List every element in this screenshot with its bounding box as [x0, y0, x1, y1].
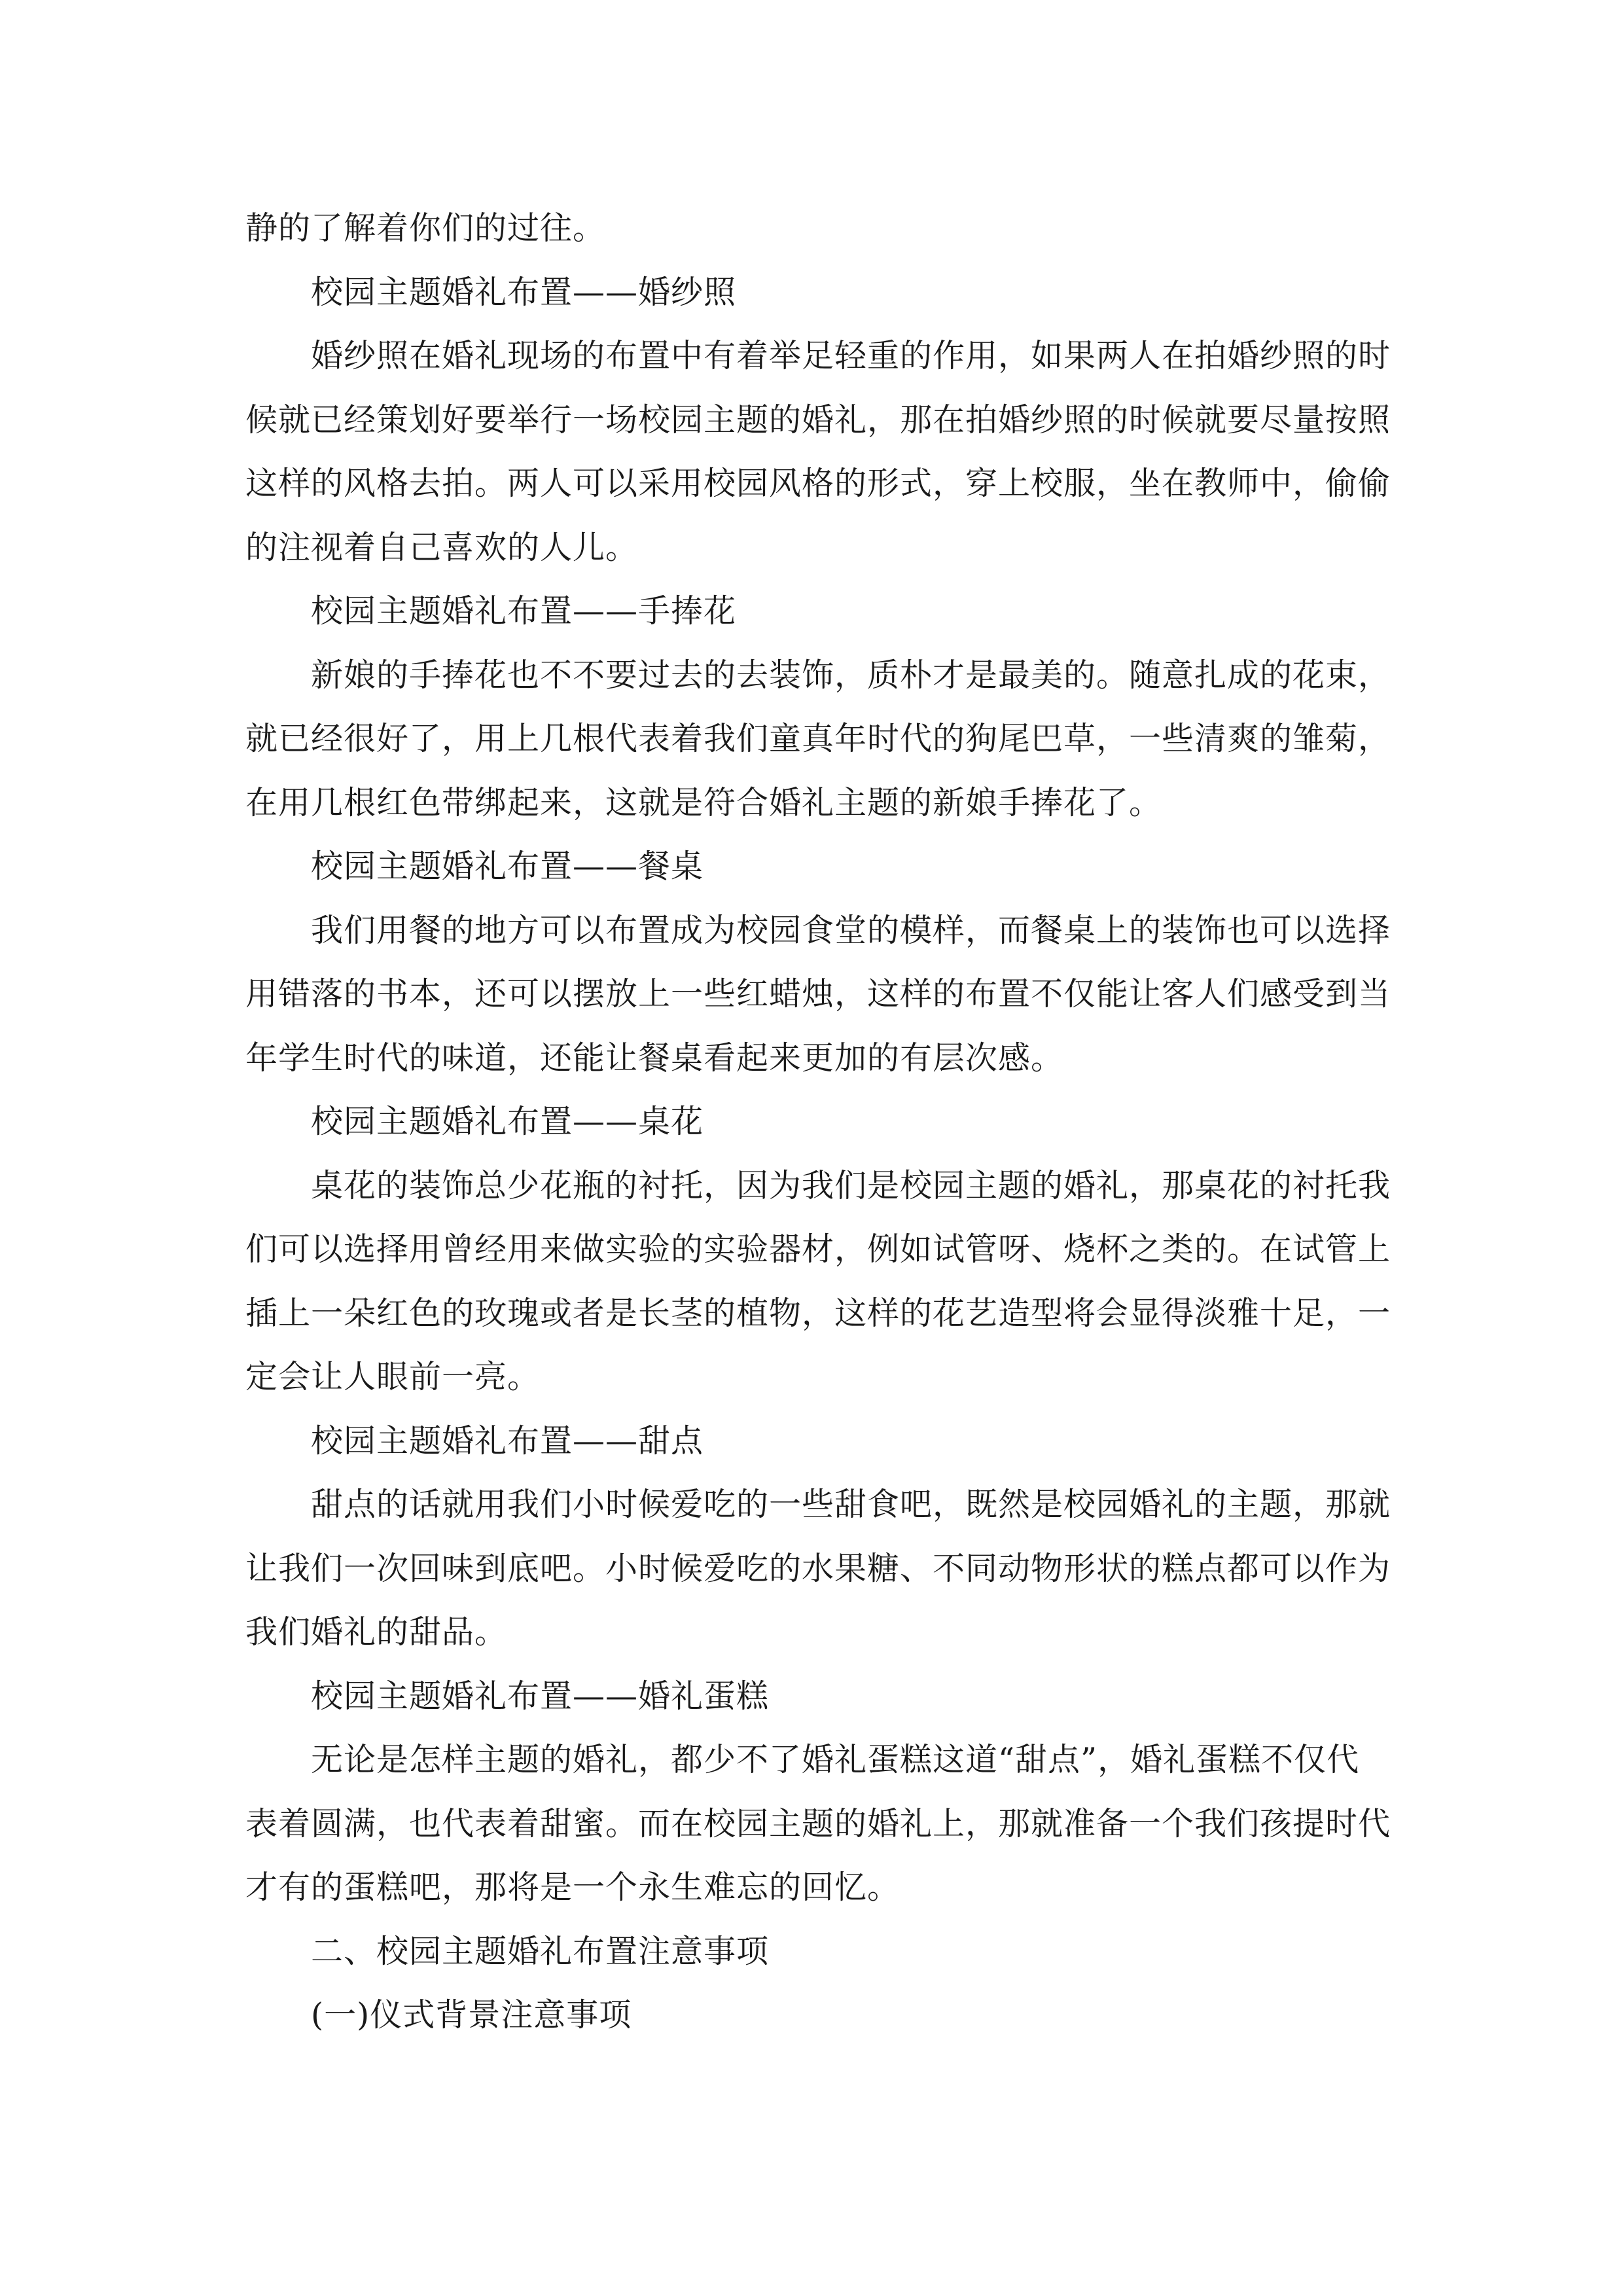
text-line: 插上一朵红色的玫瑰或者是长茎的植物，这样的花艺造型将会显得淡雅十足，一 [245, 1294, 1391, 1332]
subsection-heading: (一)仪式背景注意事项 [311, 1996, 632, 2034]
text-line: 候就已经策划好要举行一场校园主题的婚礼，那在拍婚纱照的时候就要尽量按照 [245, 401, 1391, 439]
text-line: 年学生时代的味道，还能让餐桌看起来更加的有层次感。 [245, 1039, 1064, 1077]
text-line: 这样的风格去拍。两人可以采用校园风格的形式，穿上校服，坐在教师中，偷偷 [245, 465, 1391, 502]
document-page [245, 196, 1391, 2047]
text-line: 在用几根红色带绑起来，这就是符合婚礼主题的新娘手捧花了。 [245, 783, 1162, 821]
paragraph-line: 桌花的装饰总少花瓶的衬托，因为我们是校园主题的婚礼，那桌花的衬托我 [311, 1166, 1391, 1204]
text-line: 的注视着自己喜欢的人儿。 [245, 528, 639, 566]
paragraph-line: 婚纱照在婚礼现场的布置中有着举足轻重的作用，如果两人在拍婚纱照的时 [311, 337, 1391, 374]
text-line: 就已经很好了，用上几根代表着我们童真年时代的狗尾巴草，一些清爽的雏菊， [245, 720, 1391, 757]
text-line: 表着圆满，也代表着甜蜜。而在校园主题的婚礼上，那就准备一个我们孩提时代 [245, 1804, 1391, 1842]
paragraph-line: 新娘的手捧花也不不要过去的去装饰，质朴才是最美的。随意扎成的花束， [311, 656, 1391, 694]
text-line: 让我们一次回味到底吧。小时候爱吃的水果糖、不同动物形状的糕点都可以作为 [245, 1549, 1391, 1587]
text-line: 我们婚礼的甜品。 [245, 1613, 508, 1651]
section-heading: 校园主题婚礼布置——手捧花 [311, 592, 737, 630]
text-line: 定会让人眼前一亮。 [245, 1358, 541, 1395]
text-line: 们可以选择用曾经用来做实验的实验器材，例如试管呀、烧杯之类的。在试管上 [245, 1230, 1391, 1268]
paragraph-line: 无论是怎样主题的婚礼，都少不了婚礼蛋糕这道“甜点”，婚礼蛋糕不仅代 [311, 1741, 1360, 1778]
text-line: 才有的蛋糕吧，那将是一个永生难忘的回忆。 [245, 1869, 901, 1906]
section-heading: 校园主题婚礼布置——桌花 [311, 1103, 704, 1140]
text-line: 静的了解着你们的过往。 [245, 209, 606, 247]
text-line: 用错落的书本，还可以摆放上一些红蜡烛，这样的布置不仅能让客人们感受到当 [245, 975, 1391, 1013]
paragraph-line: 甜点的话就用我们小时候爱吃的一些甜食吧，既然是校园婚礼的主题，那就 [311, 1486, 1391, 1523]
section-heading: 二、校园主题婚礼布置注意事项 [311, 1932, 770, 1970]
section-heading: 校园主题婚礼布置——餐桌 [311, 848, 704, 885]
paragraph-line: 我们用餐的地方可以布置成为校园食堂的模样，而餐桌上的装饰也可以选择 [311, 911, 1391, 949]
section-heading: 校园主题婚礼布置——甜点 [311, 1422, 704, 1460]
section-heading: 校园主题婚礼布置——婚纱照 [311, 273, 737, 311]
section-heading: 校园主题婚礼布置——婚礼蛋糕 [311, 1677, 770, 1715]
